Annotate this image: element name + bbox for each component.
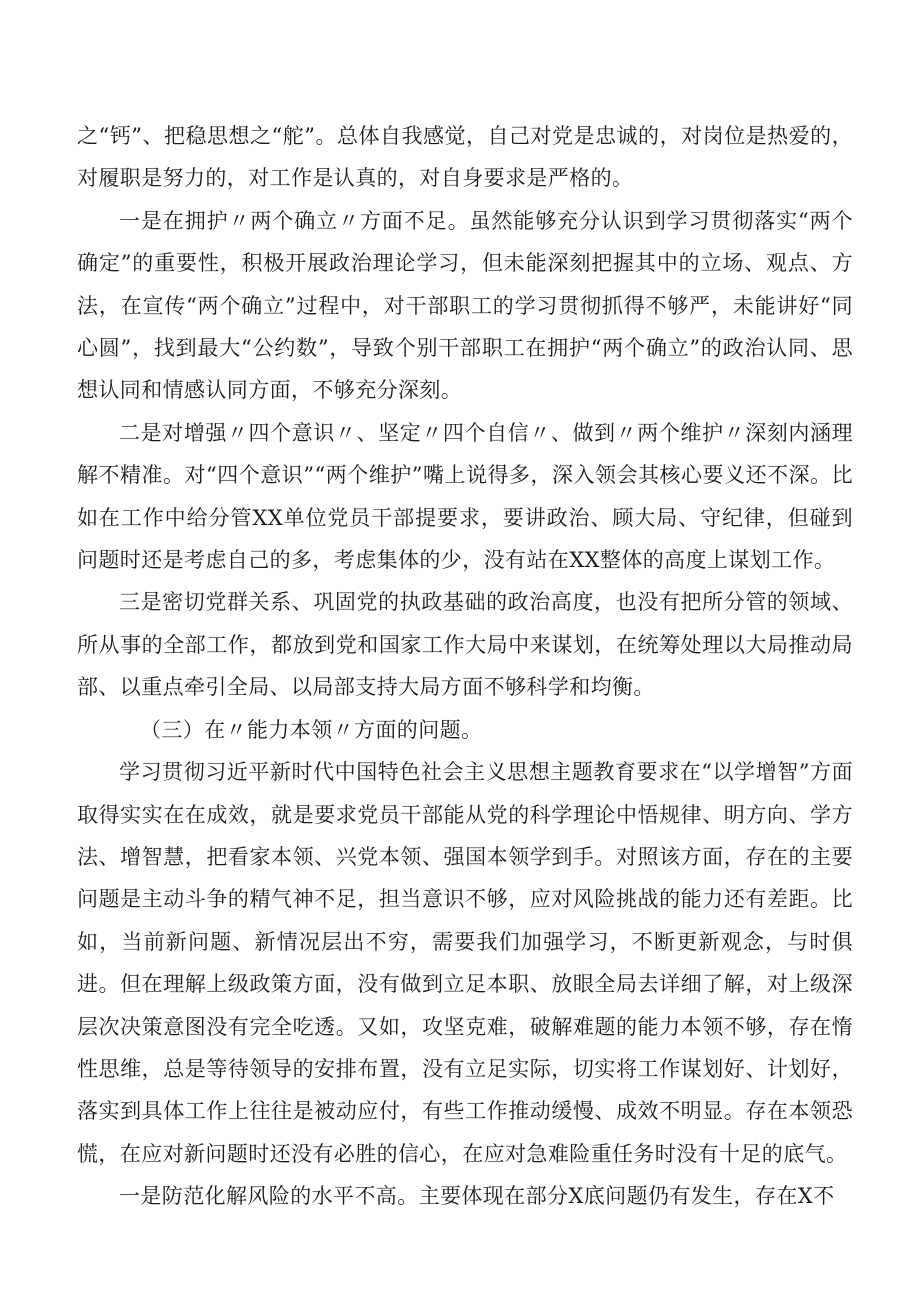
paragraph-continued: 之“钙”、把稳思想之“舵”。总体自我感觉，自己对党是忠诚的，对岗位是热爱的，对履职是努力的，对工作是认真的，对自身要求是严格的。 — [77, 124, 853, 191]
paragraph-point-three: 三是密切党群关系、巩固党的执政基础的政治高度，也没有把所分管的领域、所从事的全部工作，都放到党和国家工作大局中来谋划，在统筹处理以大局推动局部、以重点牵引全局、以局部支持大局方面不够科学和均衡。 — [77, 590, 853, 700]
paragraph-ability-overview: 学习贯彻习近平新时代中国特色社会主义思想主题教育要求在“以学增智”方面取得实实在在成效，就是要求党员干部能从党的科学理论中悟规律、明方向、学方法、增智慧，把看家本领、兴党本领、强国本领学到手。对照该方面，存在的主要问题是主动斗争的精气神不足，担当意识不够，应对风险挑战的能力还有差距。比如，当前新问题、新情况层出不穷，需要我们加强学习，不断更新观念，与时俱进。但在理解上级政策方面，没有做到立足本职、放眼全局去详细了解，对上级深层次决策意图没有完全吃透。又如，攻坚克难，破解难题的能力本领不够，存在惰性思维，总是等待领导的安排布置，没有立足实际，切实将工作谋划好、计划好，落实到具体工作上往往是被动应付，有些工作推动缓慢、成效不明显。存在本领恐慌，在应对新问题时还没有必胜的信心，在应对急难险重任务时没有十足的底气。 — [77, 760, 853, 1166]
paragraph-risk-point-one: 一是防范化解风险的水平不高。主要体现在部分X底问题仍有发生，存在X不 — [119, 1184, 835, 1209]
paragraph-point-one: 一是在拥护〃两个确立〃方面不足。虽然能够充分认识到学习贯彻落实“两个确定”的重要性，积极开展政治理论学习，但未能深刻把握其中的立场、观点、方法，在宣传“两个确立”过程中，对干部职工的学习贯彻抓得不够严，未能讲好“同心圆”，找到最大“公约数”，导致个别干部职工在拥护“两个确立”的政治认同、思想认同和情感认同方面，不够充分深刻。 — [77, 208, 853, 403]
document-body — [77, 115, 853, 1218]
paragraph-point-two: 二是对增强〃四个意识〃、坚定〃四个自信〃、做到〃两个维护〃深刻内涵理解不精准。对“四个意识”“两个维护”嘴上说得多，深入领会其核心要义还不深。比如在工作中给分管XX单位党员干部提要求，要讲政治、顾大局、守纪律，但碰到问题时还是考虑自己的多，考虑集体的少，没有站在XX整体的高度上谋划工作。 — [77, 420, 853, 573]
section-heading-ability: （三）在〃能力本领〃方面的问题。 — [140, 717, 483, 742]
